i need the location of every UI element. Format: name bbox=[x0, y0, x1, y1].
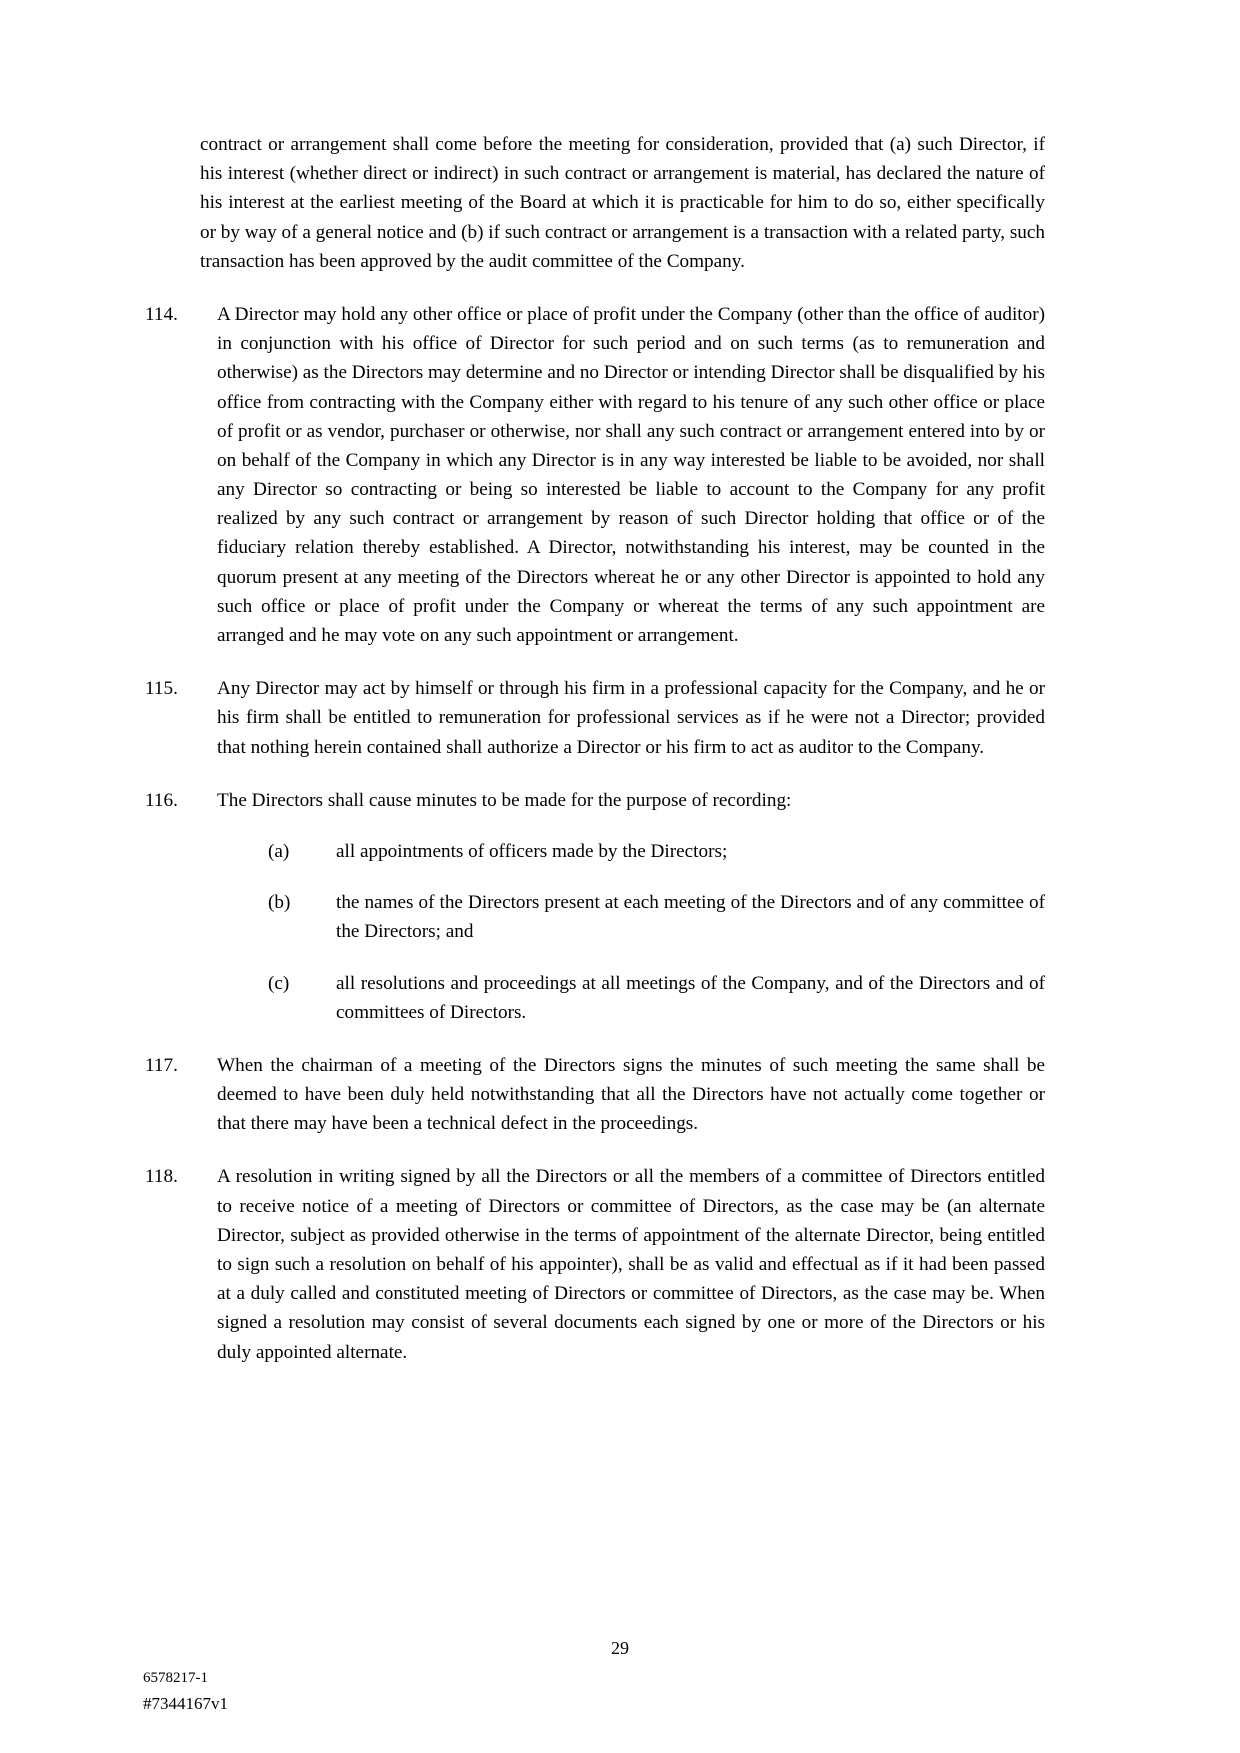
clause-text: A Director may hold any other office or place of profit under the Company (other than the office of auditor) in conjunction with his office of Director for such period and on such terms (as to remuneration and otherwise) as the Directors may determine and no Director or intending Director shall be disqualified by his office from contracting with the Company either with regard to his tenure of any such other office or place of profit or as vendor, purchaser or otherwise, nor shall any such contract or arrangement entered into by or on behalf of the Company in which any Director is in any way interested be liable to be avoided, nor shall any Director so contracting or being so interested be liable to account to the Company for any profit realized by any such contract or arrangement by reason of such Director holding that office or of the fiduciary relation thereby established. A Director, notwithstanding his interest, may be counted in the quorum present at any meeting of the Directors whereat he or any other Director is appointed to hold any such office or place of profit under the Company or whereat the terms of any such appointment are arranged and he may vote on any such appointment or arrangement. bbox=[217, 303, 1046, 646]
subclause-text: all appointments of officers made by the Directors; bbox=[336, 840, 728, 862]
lead-paragraph: contract or arrangement shall come before the meeting for consideration, provided that (a) such Director, if his interest (whether direct or indirect) in such contract or arrangement is material, has declared the nature of his interest at the earliest meeting of the Board at which it is practicable for him to do so, either specifically or by way of a general notice and (b) if such contract or arrangement is a transaction with a related party, such transaction has been approved by the audit committee of the Company. bbox=[200, 134, 1045, 272]
clause-number: 118. bbox=[145, 1166, 178, 1188]
clause-number: 117. bbox=[145, 1054, 178, 1076]
subclause-text: all resolutions and proceedings at all meetings of the Company, and of the Directors and of committees of Directors. bbox=[336, 972, 1045, 1023]
subclause-label: (b) bbox=[268, 892, 291, 914]
subclause-116-a bbox=[200, 837, 1045, 866]
subclause-116-b bbox=[200, 888, 1045, 946]
clause-118 bbox=[145, 1162, 1045, 1366]
clause-text: When the chairman of a meeting of the Directors signs the minutes of such meeting the same shall be deemed to have been duly held notwithstanding that all the Directors have not actually come together or that there may have been a technical defect in the proceedings. bbox=[217, 1054, 1045, 1135]
clause-number: 115. bbox=[145, 678, 178, 700]
subclause-label: (c) bbox=[268, 972, 290, 994]
footer-code-secondary: #7344167v1 bbox=[143, 1693, 228, 1713]
clause-115 bbox=[145, 674, 1045, 762]
footer-code-primary: 6578217-1 bbox=[143, 1670, 208, 1687]
footer-codes bbox=[143, 1667, 228, 1717]
clause-117 bbox=[145, 1051, 1045, 1139]
clause-text: The Directors shall cause minutes to be made for the purpose of recording: bbox=[217, 789, 792, 811]
clause-116 bbox=[145, 786, 1045, 815]
clause-number: 116. bbox=[145, 789, 178, 811]
page-number: 29 bbox=[611, 1638, 629, 1658]
subclause-label: (a) bbox=[268, 840, 290, 862]
document-body bbox=[145, 130, 1046, 1367]
subclause-116-c bbox=[200, 969, 1045, 1027]
clause-114 bbox=[145, 300, 1046, 650]
subclause-text: the names of the Directors present at each meeting of the Directors and of any committee of the Directors; and bbox=[336, 892, 1045, 943]
clause-text: A resolution in writing signed by all the Directors or all the members of a committee of Directors entitled to receive notice of a meeting of Directors or committee of Directors, as the case may be (an alternate Director, subject as provided otherwise in the terms of appointment of the alternate Director, being entitled to sign such a resolution on behalf of his appointer), shall be as valid and effectual as if it had been passed at a duly called and constituted meeting of Directors or committee of Directors, as the case may be. When signed a resolution may consist of several documents each signed by one or more of the Directors or his duly appointed alternate. bbox=[217, 1166, 1045, 1363]
clause-number: 114. bbox=[145, 303, 178, 325]
clause-text: Any Director may act by himself or through his firm in a professional capacity for the Company, and he or his firm shall be entitled to remuneration for professional services as if he were not a Director; provided that nothing herein contained shall authorize a Director or his firm to act as auditor to the Company. bbox=[217, 678, 1045, 758]
